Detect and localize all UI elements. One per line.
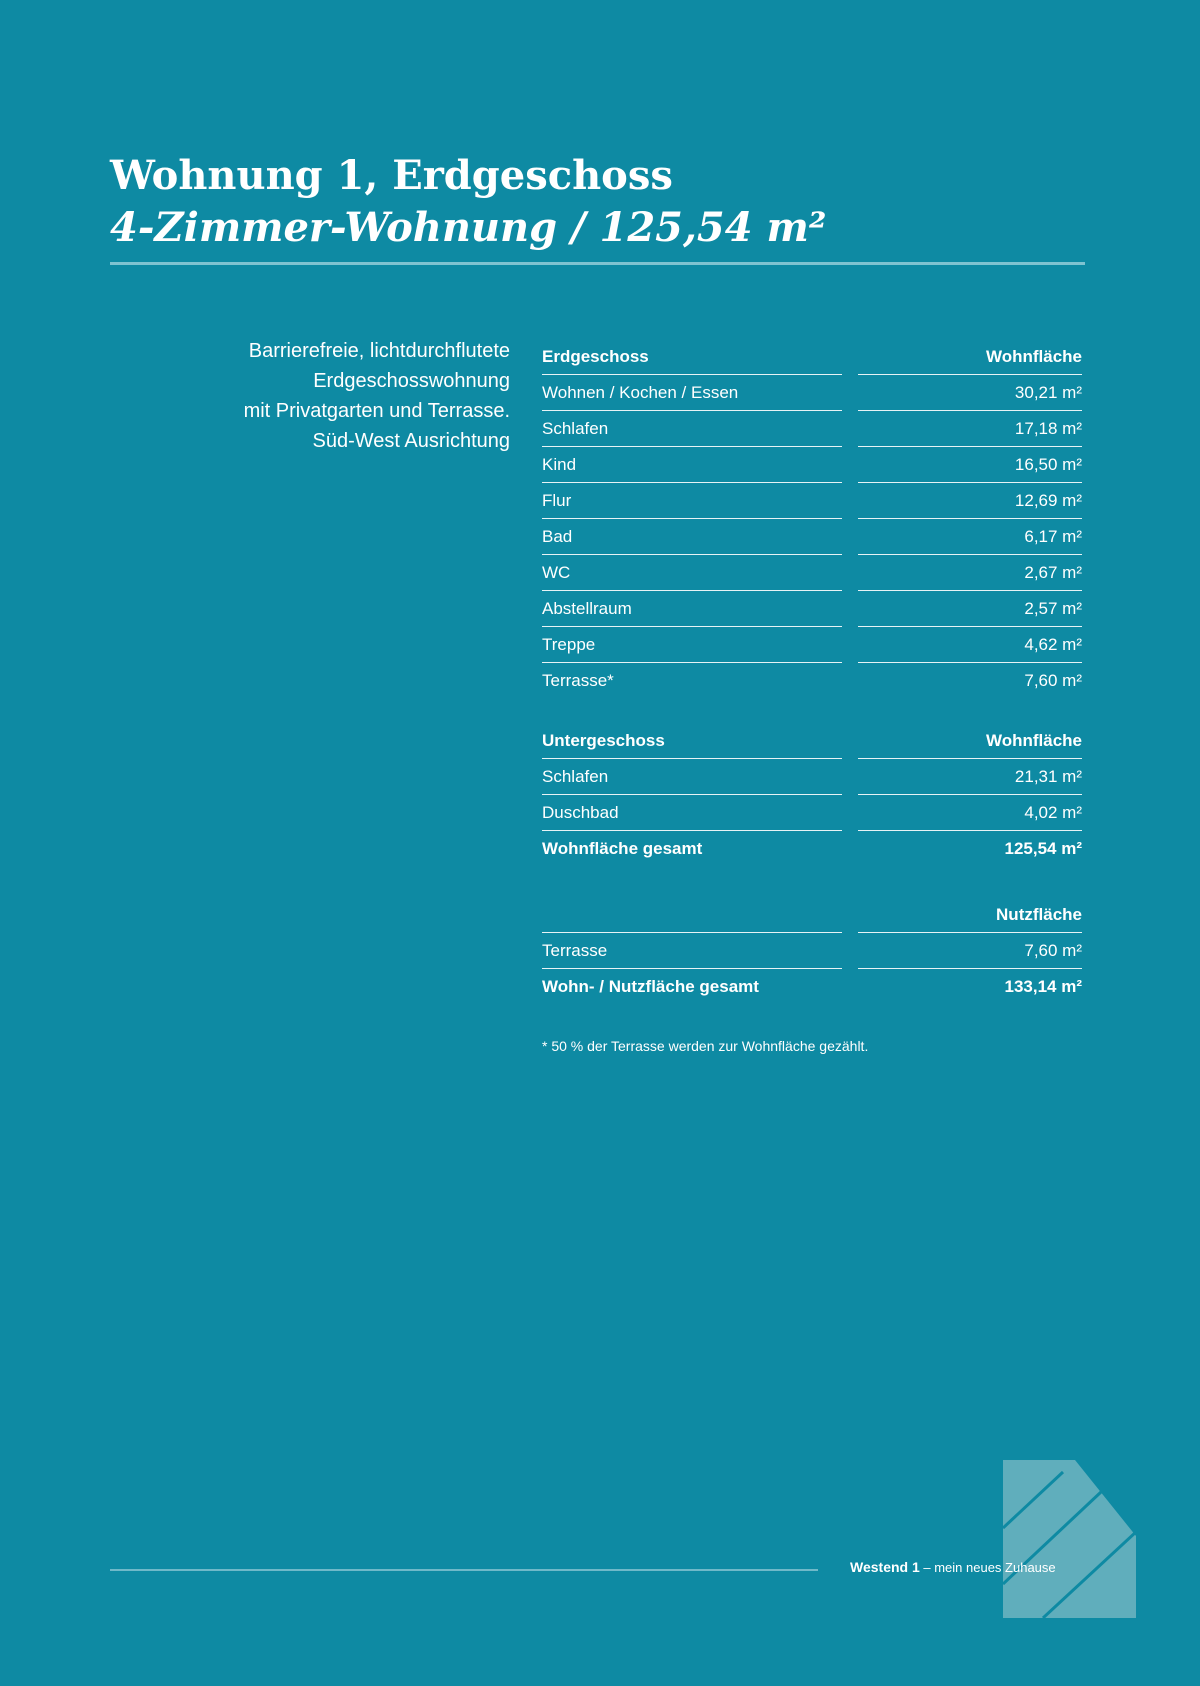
- room-area: 2,67 m²: [858, 556, 1082, 591]
- table-row: [542, 760, 1082, 796]
- room-label: Wohnen / Kochen / Essen: [542, 376, 842, 411]
- table-row: [542, 664, 1082, 700]
- column-label: Wohnfläche: [858, 724, 1082, 759]
- title-size: 4-Zimmer-Wohnung / 125,54 m²: [110, 204, 827, 251]
- room-label: Schlafen: [542, 760, 842, 795]
- footnote: * 50 % der Terrasse werden zur Wohnfläche gezählt.: [542, 1038, 869, 1054]
- room-label: Flur: [542, 484, 842, 519]
- table-row: [542, 934, 1082, 970]
- table-row: [542, 448, 1082, 484]
- table-row: [542, 484, 1082, 520]
- room-label: Bad: [542, 520, 842, 555]
- total-value: 133,14 m²: [1004, 977, 1082, 996]
- intro-line: Erdgeschosswohnung: [313, 370, 510, 392]
- table-row: [542, 592, 1082, 628]
- room-label: Abstellraum: [542, 592, 842, 627]
- section-gap: [542, 700, 1082, 724]
- room-area: 12,69 m²: [858, 484, 1082, 519]
- room-area: 2,57 m²: [858, 592, 1082, 627]
- room-area: 4,62 m²: [858, 628, 1082, 663]
- section-label: Erdgeschoss: [542, 340, 842, 375]
- footer-brand: [850, 1559, 1056, 1575]
- intro-text: [110, 336, 510, 456]
- total-row-wohnflaeche: [542, 832, 1082, 868]
- section-label: Untergeschoss: [542, 724, 842, 759]
- room-label: Kind: [542, 448, 842, 483]
- brand-tagline: – mein neues Zuhause: [919, 1560, 1056, 1575]
- area-table: [542, 340, 1082, 1006]
- total-label: Wohnfläche gesamt: [542, 839, 703, 858]
- page-title: [110, 150, 1085, 254]
- room-area: 17,18 m²: [858, 412, 1082, 447]
- total-label: Wohn- / Nutzfläche gesamt: [542, 977, 759, 996]
- total-row-nutzflaeche: [542, 970, 1082, 1006]
- room-area: 4,02 m²: [858, 796, 1082, 831]
- room-area: 21,31 m²: [858, 760, 1082, 795]
- table-header-untergeschoss: [542, 724, 1082, 760]
- room-label: Treppe: [542, 628, 842, 663]
- table-row: [542, 376, 1082, 412]
- room-area: 7,60 m²: [858, 934, 1082, 969]
- footer-divider: [110, 1569, 818, 1571]
- room-label: WC: [542, 556, 842, 591]
- table-header-erdgeschoss: [542, 340, 1082, 376]
- intro-line: mit Privatgarten und Terrasse.: [243, 400, 510, 422]
- section-gap: [542, 868, 1082, 898]
- room-area: 7,60 m²: [1024, 671, 1082, 690]
- room-label: Schlafen: [542, 412, 842, 447]
- table-row: [542, 556, 1082, 592]
- title-apartment: Wohnung 1, Erdgeschoss: [110, 152, 673, 199]
- title-divider: [110, 262, 1085, 265]
- section-label: [542, 898, 842, 933]
- table-row: [542, 412, 1082, 448]
- brand-name: Westend 1: [850, 1559, 920, 1575]
- table-row: [542, 796, 1082, 832]
- room-area: 6,17 m²: [858, 520, 1082, 555]
- intro-line: Süd-West Ausrichtung: [312, 430, 510, 452]
- room-label: Terrasse: [542, 934, 842, 969]
- logo-icon: [1003, 1460, 1136, 1618]
- total-value: 125,54 m²: [1004, 839, 1082, 858]
- intro-line: Barrierefreie, lichtdurchflutete: [248, 340, 510, 362]
- table-row: [542, 628, 1082, 664]
- column-label: Wohnfläche: [858, 340, 1082, 375]
- table-header-nutzflaeche: [542, 898, 1082, 934]
- room-area: 30,21 m²: [858, 376, 1082, 411]
- table-row: [542, 520, 1082, 556]
- room-label: Terrasse*: [542, 671, 614, 690]
- room-label: Duschbad: [542, 796, 842, 831]
- column-label: Nutzfläche: [858, 898, 1082, 933]
- room-area: 16,50 m²: [858, 448, 1082, 483]
